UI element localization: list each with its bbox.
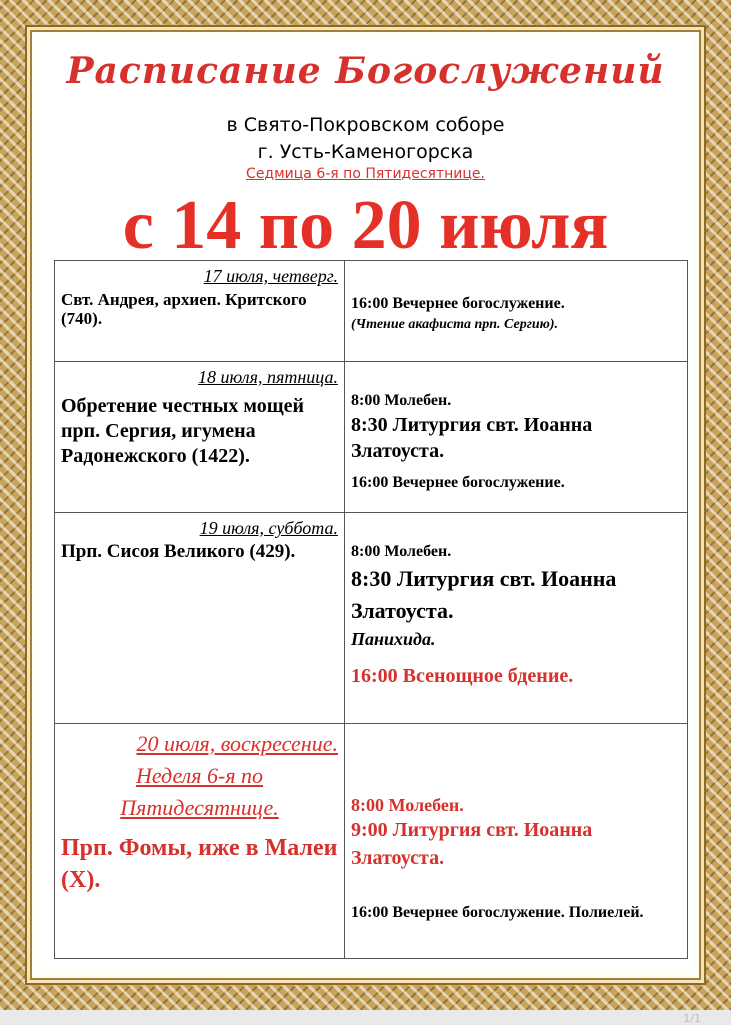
page-title: Расписание Богослужений	[66, 50, 665, 92]
week-label: Седмица 6-я по Пятидесятнице.	[246, 166, 485, 182]
day-cell	[55, 362, 345, 513]
table-row	[55, 362, 688, 513]
service-line: 8:00 Молебен.	[351, 795, 464, 815]
saint-name: Прп. Фомы, иже в Малеи (X).	[61, 835, 338, 893]
services-cell	[345, 724, 688, 959]
day-date: 17 июля, четверг.	[203, 266, 338, 286]
service-line: 8:30 Литургия свт. Иоанна Златоуста.	[351, 566, 617, 623]
saint-name: Прп. Сисоя Великого (429).	[61, 541, 296, 562]
services-cell	[345, 362, 688, 513]
service-line: 8:00 Молебен.	[351, 392, 452, 409]
services-cell	[345, 513, 688, 724]
day-cell	[55, 261, 345, 362]
schedule-table	[54, 260, 688, 959]
service-line: 8:00 Молебен.	[351, 543, 452, 560]
church-name: в Свято-Покровском соборе	[226, 114, 505, 136]
day-cell	[55, 513, 345, 724]
day-date: 18 июля, пятница.	[198, 367, 338, 387]
sunday-week-label: Неделя 6-я по Пятидесятнице.	[120, 763, 279, 820]
service-note: (Чтение акафиста прп. Сергию).	[351, 317, 559, 332]
service-line: 16:00 Вечернее богослужение.	[351, 474, 565, 491]
schedule-page	[40, 40, 691, 970]
service-line: 16:00 Вечернее богослужение.	[351, 295, 565, 312]
table-row	[55, 513, 688, 724]
table-row	[55, 261, 688, 362]
table-row	[55, 724, 688, 959]
day-cell	[55, 724, 345, 959]
day-date: 20 июля, воскресение.	[136, 731, 338, 756]
city-name: г. Усть-Каменогорска	[257, 141, 474, 163]
service-note: Панихида.	[351, 629, 436, 649]
page-number: 1/1	[683, 1012, 701, 1025]
saint-name: Обретение честных мощей прп. Сергия, игумена Радонежского (1422).	[61, 395, 305, 467]
day-date: 19 июля, суббота.	[199, 518, 338, 538]
saint-name: Свт. Андрея, архиеп. Критского (740).	[61, 290, 307, 328]
service-line: 9:00 Литургия свт. Иоанна Златоуста.	[351, 819, 593, 869]
service-line: 16:00 Вечернее богослужение. Полиелей.	[351, 904, 644, 921]
service-line: 16:00 Всенощное бдение.	[351, 665, 574, 687]
services-cell	[345, 261, 688, 362]
service-line: 8:30 Литургия свт. Иоанна Златоуста.	[351, 414, 593, 462]
date-range: с 14 по 20 июля	[122, 187, 609, 264]
